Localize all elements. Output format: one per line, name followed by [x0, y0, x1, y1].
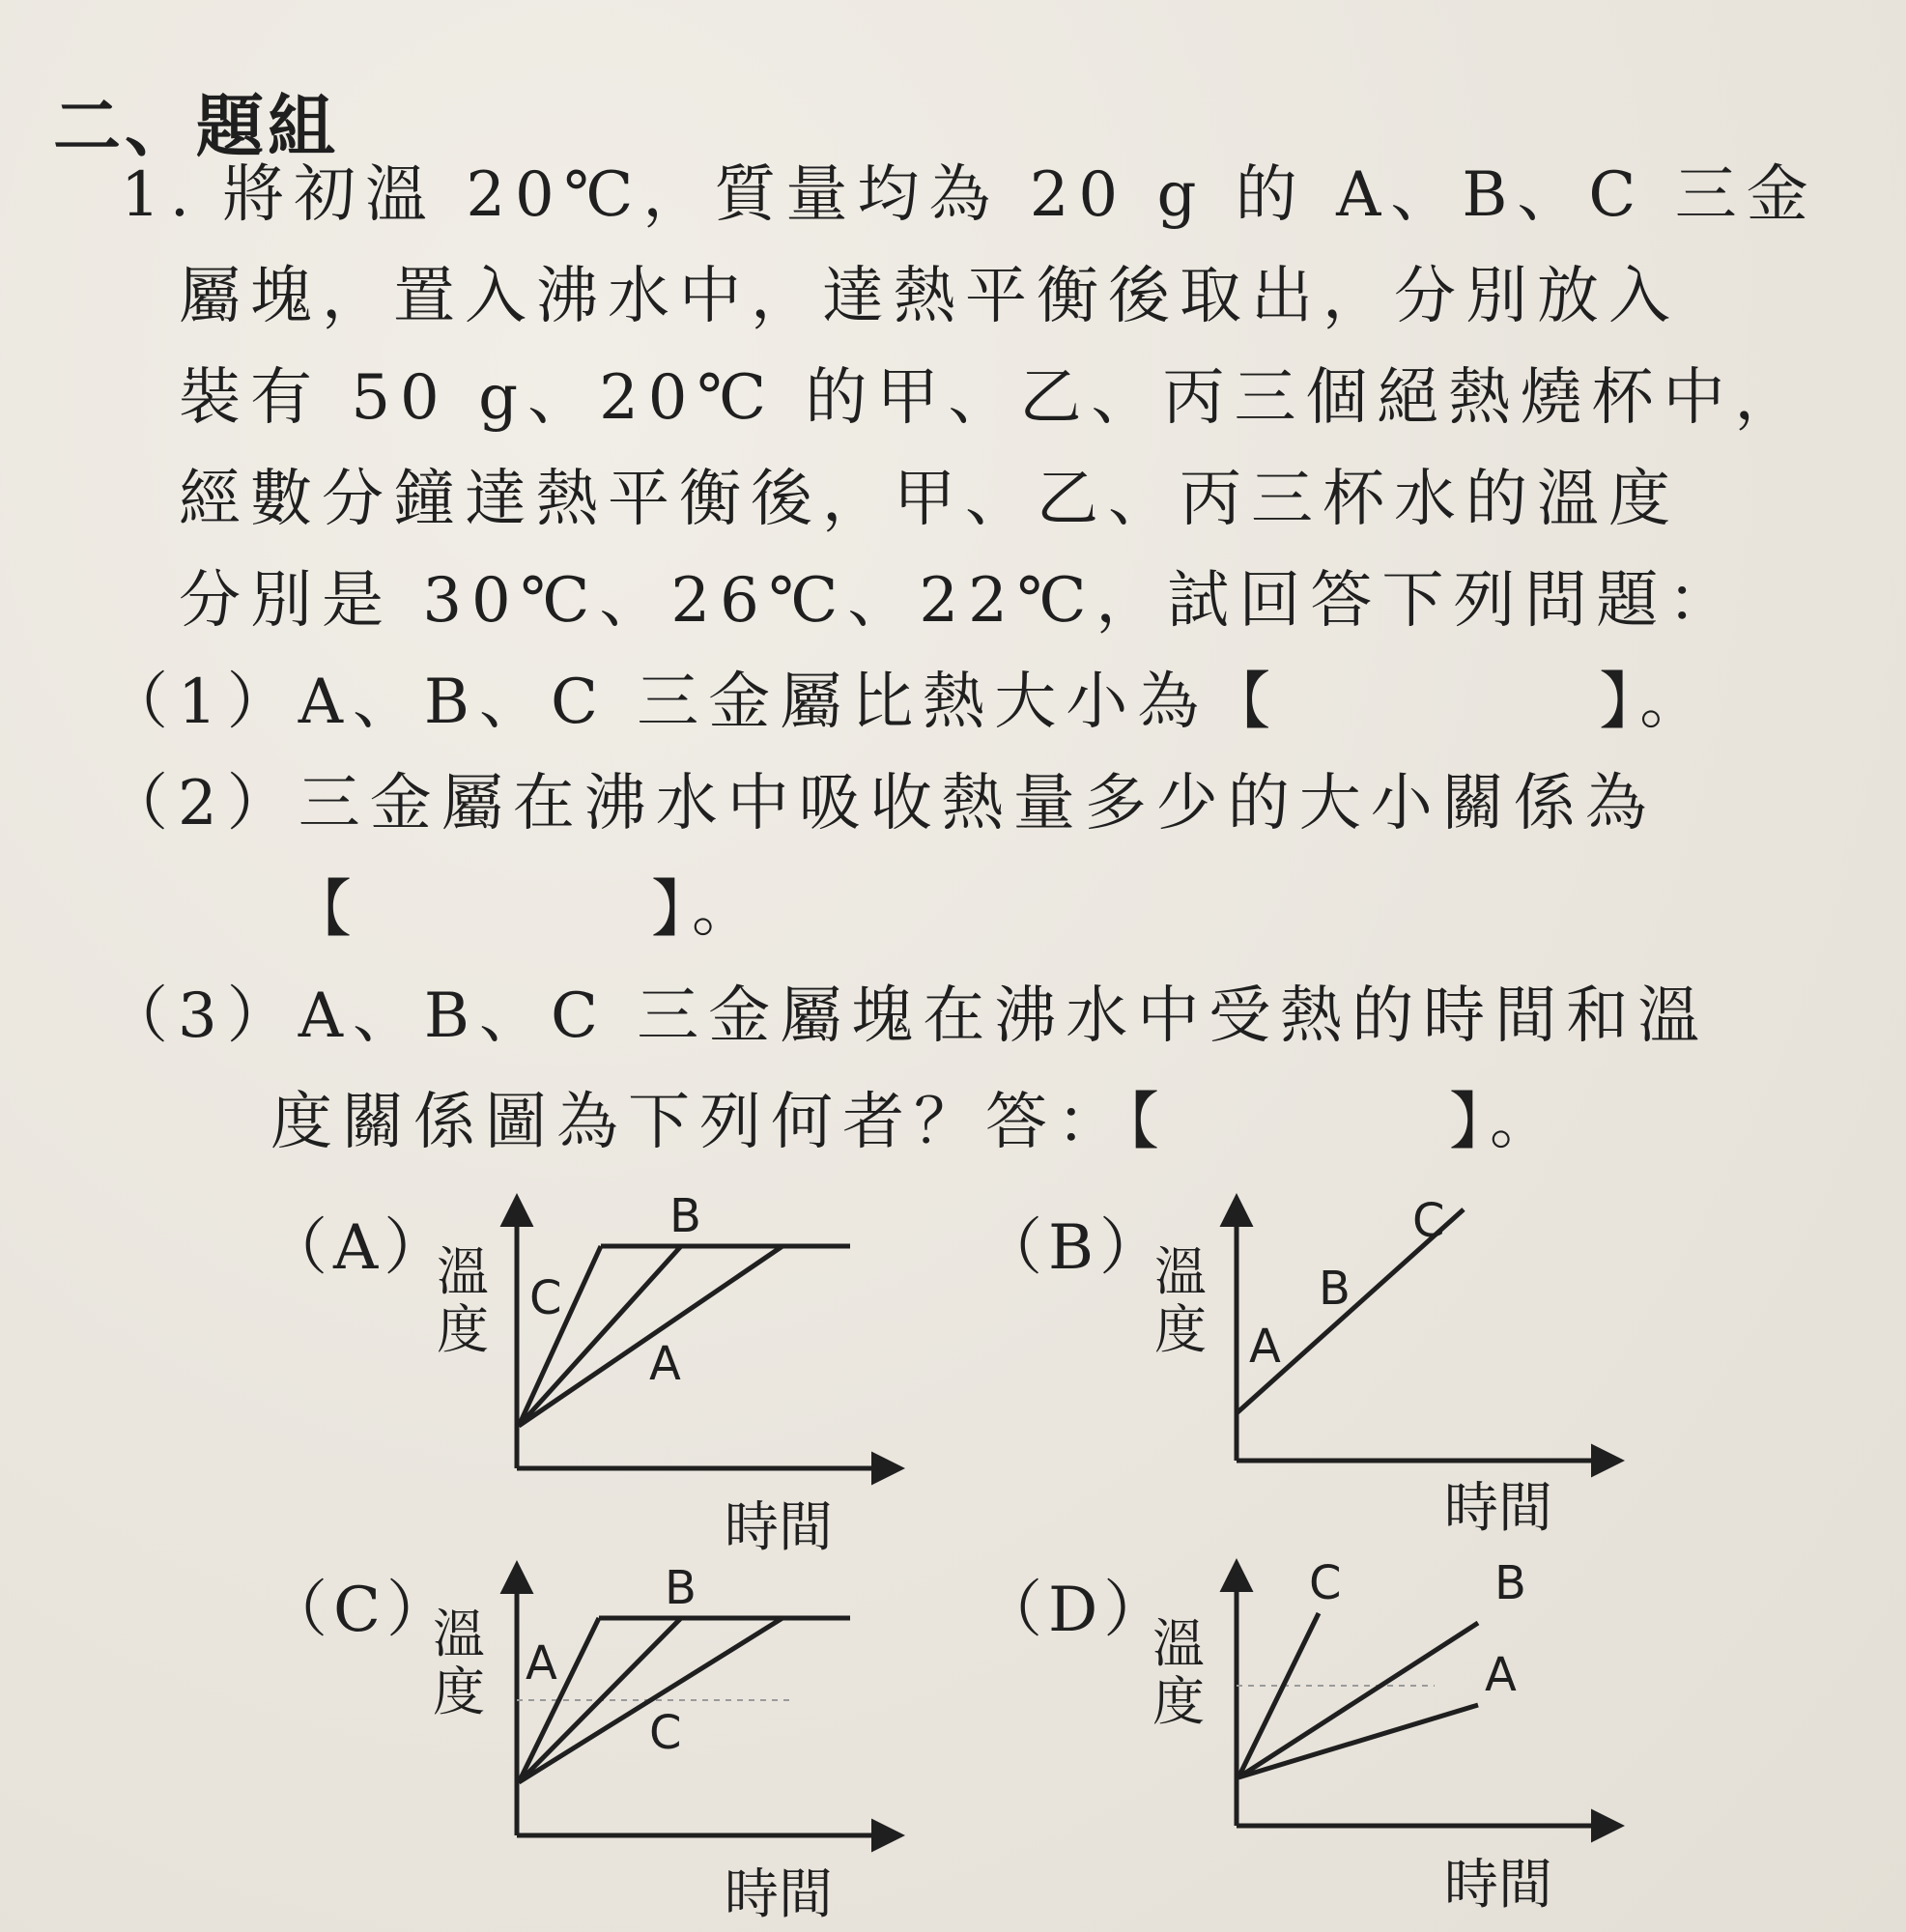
option-a-label: （A） [266, 1212, 452, 1284]
option-b-label: （B） [981, 1212, 1168, 1284]
stem-line-3: 裝有 50 g、20℃ 的甲、乙、丙三個絕熱燒杯中， [179, 362, 1806, 434]
section-title: 二、題組 [53, 87, 339, 166]
x-label: 時間 [1444, 1854, 1552, 1917]
answer-open-bracket: 【 [1128, 1087, 1169, 1158]
period: 。 [1490, 1087, 1561, 1158]
y-label-1: 溫 [1154, 1241, 1207, 1302]
subquestion-3-text-1: A、B、C 三金屬塊在沸水中受熱的時間和溫 [298, 980, 1710, 1052]
stem-line-4: 經數分鐘達熱平衡後，甲、乙、丙三杯水的溫度 [179, 464, 1680, 535]
x-label: 時間 [725, 1496, 833, 1559]
y-label-1: 溫 [433, 1604, 485, 1664]
label-c: C [649, 1706, 682, 1760]
graph-option-b [1145, 1188, 1647, 1565]
label-b: B [665, 1561, 697, 1615]
subquestion-3-text-2: 度關係圖為下列何者？答： [270, 1087, 1128, 1158]
x-label: 時間 [1444, 1477, 1552, 1540]
label-a: A [1485, 1648, 1517, 1702]
period: 。 [692, 874, 763, 946]
stem-line-5: 分別是 30℃、26℃、22℃，試回答下列問題： [179, 565, 1740, 637]
label-c: C [1412, 1194, 1445, 1248]
y-label-1: 溫 [437, 1241, 489, 1302]
label-a: A [1249, 1320, 1281, 1374]
answer-open-bracket: 【 [1209, 667, 1281, 738]
y-label-1: 溫 [1152, 1613, 1205, 1674]
label-c: C [529, 1271, 562, 1325]
label-b: B [1494, 1556, 1526, 1610]
graph-option-c [425, 1555, 927, 1927]
subquestion-2-label: （2） [106, 768, 299, 839]
y-label-2: 度 [1154, 1299, 1207, 1360]
answer-close-bracket: 】 [1599, 667, 1640, 738]
subquestion-1 [106, 667, 1712, 738]
subquestion-3 [106, 980, 1710, 1052]
stem-line-2: 屬塊，置入沸水中，達熱平衡後取出，分別放入 [179, 261, 1680, 332]
subquestion-3-line-2 [270, 1087, 1561, 1158]
label-b: B [669, 1189, 701, 1243]
label-c: C [1309, 1556, 1342, 1610]
option-c-label: （C） [266, 1575, 454, 1646]
answer-open-bracket: 【 [290, 874, 361, 946]
option-d-label: （D） [981, 1575, 1172, 1646]
subquestion-3-label: （3） [106, 980, 299, 1052]
subquestion-2-text: 三金屬在沸水中吸收熱量多少的大小關係為 [298, 768, 1657, 839]
subquestion-1-label: （1） [106, 667, 299, 738]
subquestion-2-answer [290, 874, 763, 946]
graph-option-a [425, 1188, 927, 1565]
y-label-2: 度 [437, 1299, 489, 1360]
label-a: A [526, 1636, 557, 1690]
stem-line-1: 將初溫 20℃，質量均為 20 g 的 A、B、C 三金 [222, 159, 1818, 231]
subquestion-2 [106, 768, 1657, 839]
label-b: B [1319, 1262, 1351, 1316]
label-a: A [649, 1337, 681, 1391]
x-label: 時間 [725, 1863, 833, 1926]
line-a [1238, 1705, 1478, 1777]
question-number: 1. [121, 159, 200, 231]
y-label-2: 度 [1152, 1671, 1205, 1732]
graph-option-d [1145, 1546, 1647, 1922]
period: 。 [1639, 667, 1712, 738]
answer-close-bracket: 】 [651, 874, 692, 946]
subquestion-1-text: A、B、C 三金屬比熱大小為 [298, 667, 1209, 738]
answer-close-bracket: 】 [1449, 1087, 1490, 1158]
y-label-2: 度 [433, 1662, 485, 1722]
